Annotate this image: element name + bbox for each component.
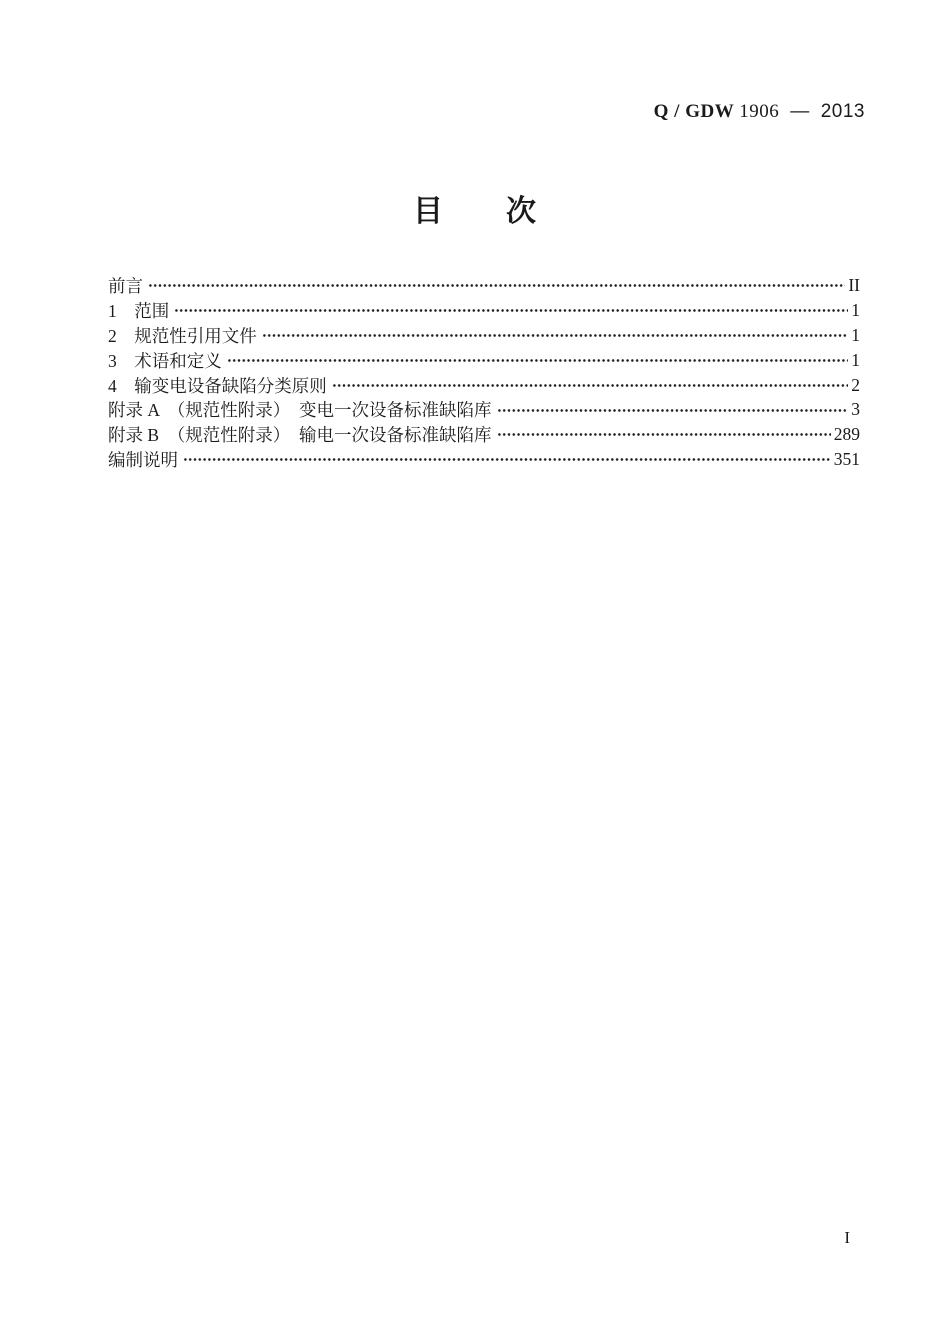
standard-number: 1906	[739, 101, 780, 122]
page-number: I	[844, 1228, 850, 1247]
toc-entry-label: 编制说明	[108, 450, 178, 471]
toc-leader-dots	[262, 323, 849, 348]
toc-entry	[108, 323, 860, 348]
toc-leader-dots	[227, 348, 849, 373]
toc-entry-page: II	[848, 274, 860, 295]
toc-entry	[108, 397, 860, 422]
table-of-contents	[108, 273, 860, 472]
toc-entry-page: 1	[851, 324, 860, 345]
toc-entry-page: 1	[851, 299, 860, 320]
standard-year: 2013	[820, 101, 865, 122]
toc-entry-page: 289	[833, 424, 860, 445]
toc-entry-label: 附录 B （规范性附录） 输电一次设备标准缺陷库	[108, 425, 492, 446]
toc-entry-label: 3 术语和定义	[108, 350, 222, 371]
toc-entry-page: 3	[851, 399, 860, 420]
toc-leader-dots	[332, 373, 849, 398]
standard-code: Q / GDW	[653, 101, 735, 122]
toc-leader-dots	[148, 273, 845, 298]
toc-entry	[108, 298, 860, 323]
page-title: 目 次	[413, 195, 537, 228]
toc-entry-page: 2	[851, 374, 860, 395]
toc-entry-label: 前言	[108, 275, 143, 296]
toc-entry	[108, 348, 860, 373]
toc-entry	[108, 422, 860, 447]
toc-entry	[108, 447, 860, 472]
toc-entry-label: 4 输变电设备缺陷分类原则	[108, 375, 327, 396]
toc-entry	[108, 273, 860, 298]
toc-leader-dots	[183, 447, 831, 472]
toc-leader-dots	[174, 298, 848, 323]
toc-entry-label: 附录 A （规范性附录） 变电一次设备标准缺陷库	[108, 400, 492, 421]
toc-entry-label: 1 范围	[108, 300, 170, 321]
toc-entry-page: 351	[833, 449, 860, 470]
toc-entry	[108, 373, 860, 398]
toc-leader-dots	[497, 422, 831, 447]
toc-leader-dots	[497, 397, 849, 422]
toc-entry-page: 1	[851, 349, 860, 370]
standard-code-header	[654, 101, 865, 123]
standard-dash: —	[790, 101, 810, 122]
toc-entry-label: 2 规范性引用文件	[108, 325, 257, 346]
